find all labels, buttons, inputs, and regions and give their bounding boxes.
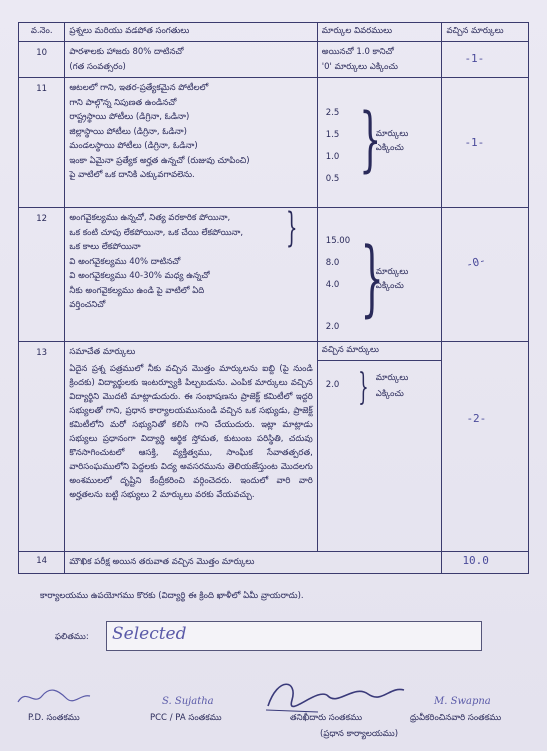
marks-line: అయినచో 1.0 కానిచో bbox=[321, 47, 394, 57]
marks-value: 0.5 bbox=[325, 174, 340, 184]
marks-value: 1.0 bbox=[325, 152, 340, 162]
awarded-marks: -1- bbox=[464, 52, 485, 65]
table-row bbox=[19, 42, 529, 78]
marks-value: 2.0 bbox=[325, 380, 340, 390]
marks-label: ఎక్కించు bbox=[375, 389, 404, 399]
row-awarded-cell bbox=[442, 208, 529, 342]
brace-icon: } bbox=[286, 205, 298, 251]
row-title: సమాచేత మార్కులు bbox=[69, 347, 136, 357]
row-line: ఒక కాలు లేకపోయినా bbox=[69, 242, 141, 252]
row-number: 12 bbox=[19, 208, 65, 342]
row-awarded-cell bbox=[442, 552, 529, 574]
row-marks bbox=[317, 342, 442, 552]
header-items: ప్రశ్నలు మరియు వడపోత సంగతులు bbox=[65, 23, 317, 42]
row-number: 14 bbox=[19, 552, 65, 574]
table-header-row bbox=[19, 23, 529, 42]
marks-label: మార్కులు bbox=[375, 129, 409, 139]
row-marks bbox=[317, 42, 442, 78]
office-use-note: కార్యాలయము ఉపయోగము కొరకు (విద్యార్థి ఈ క్రింది ఖాళీలో ఏమీ వ్రాయరాదు). bbox=[40, 591, 304, 601]
brace-icon: } bbox=[360, 231, 384, 326]
marks-value: 4.0 bbox=[325, 280, 340, 290]
marks-line: '0' మార్కులు ఎక్కించు bbox=[321, 61, 398, 72]
row-line: రాష్ట్రస్థాయి పోటీలు (డిగ్రినా, ఓడినా) bbox=[69, 112, 190, 122]
row-line: పై వాటిలో ఒక దానికి ఎక్కువగావలెను. bbox=[69, 170, 195, 180]
marks-label: మార్కులు bbox=[375, 267, 409, 277]
pcc-signature-label: PCC / PA సంతకము bbox=[150, 713, 222, 723]
marks-value: 2.0 bbox=[325, 322, 340, 332]
row-description bbox=[65, 78, 317, 208]
row-number: 13 bbox=[19, 342, 65, 552]
table-row bbox=[19, 552, 529, 574]
verifier-signature-label: ధ్రువీకరించినవారి సంతకము bbox=[410, 713, 502, 723]
row-description bbox=[65, 42, 317, 78]
row-line: ఆటలలో గాని, ఇతర-ప్రత్యేకమైన పోటీలలో bbox=[69, 83, 209, 93]
marks-label: ఎక్కించు bbox=[375, 281, 404, 291]
verifier-signature-name: M. Swapna bbox=[434, 696, 491, 707]
pd-signature-icon bbox=[14, 684, 94, 710]
row-description bbox=[65, 342, 317, 552]
row-line: ఒక కంటి చూపు లేకపోయినా, ఒక చేయి లేకపోయినా, bbox=[69, 227, 244, 238]
awarded-marks: 10.0 bbox=[462, 554, 489, 567]
table-row bbox=[19, 342, 529, 552]
row-marks bbox=[317, 78, 442, 208]
pcc-signature-name: S. Sujatha bbox=[162, 696, 214, 707]
table-row bbox=[19, 208, 529, 342]
result-label: ఫలితము: bbox=[55, 632, 89, 642]
header-marks-awarded: వచ్చిన మార్కులు bbox=[442, 23, 529, 42]
row-description bbox=[65, 552, 442, 574]
marks-label: ఎక్కించు bbox=[375, 143, 404, 153]
row-awarded-cell bbox=[442, 78, 529, 208]
row-description bbox=[65, 205, 317, 342]
header-serial-no: వ.నెం. bbox=[19, 23, 65, 42]
row-line: గాని పాల్గొన్న నిపుణత ఉండినచో bbox=[69, 97, 177, 108]
awarded-marks: -2- bbox=[466, 412, 487, 425]
marks-label: మార్కులు bbox=[375, 373, 409, 383]
marks-value: 15.00 bbox=[325, 236, 351, 246]
row-paragraph: ఏదైన ప్రశ్న పత్రములో నీకు వచ్చిన మొత్తం మార్కులను ఐబ్ది (పై నుండి క్రిందకు) విద్యార్థులకు ఇంటర్వ్యూకి పిల్చబడును. ఎంపిక మార్కులు వచ్చిన విద్యార్థిని మొదటి మాట్లాడుదురు. ఈ సంభాషణను ప్రాజెక్ట్ కమిటీలో ఇద్దరి సభ్యులతో గాని, ప్రధాన కార్యాలయమునుండి వచ్చిన ఒక సభ్యుడు, ప్రాజెక్ట్ కమిటీలోని మరో సభ్యునితో కలిసి గాని చేయుదురు. ఇట్లా మాట్లాడు సభ్యులు ప్రధానంగా విద్యార్థి ఆర్థిక స్తోమత, కుటుంబ పరిస్థితి, చదువు కొనసాగించుటలో ఆసక్తి, వ్యక్తిత్వము, సాంఘిక సేవాతత్పరత, వారిసంఘములోని పెద్దలకు విద్య అవసరమును తెలియజేస్తుంట మొదలగు అంశములలో దృష్టిని కేంద్రీకరించి వర్గించెదరు. ఇందులో వారి వారి అర్హతలను బట్టి సభ్యులు 2 మార్కులు వరకు వేయవచ్చు. bbox=[69, 363, 313, 500]
row-marks bbox=[317, 208, 442, 342]
row-line: మండలస్థాయి పోటీలు (డిగ్రినా, ఓడినా) bbox=[69, 141, 198, 151]
marks-value: 2.5 bbox=[325, 108, 340, 118]
officer-signature-label: తనిఖీదారు సంతకము bbox=[290, 713, 363, 723]
head-office-label: (ప్రధాన కార్యాలయము) bbox=[320, 729, 399, 739]
row-number: 10 bbox=[19, 42, 65, 78]
header-marks-details: మార్కుల వివరములు bbox=[317, 23, 442, 42]
marks-value: 1.5 bbox=[325, 130, 340, 140]
row-line: వి అంగవైకల్యము 40% దాటినచో bbox=[69, 256, 181, 267]
marks-subheader: వచ్చిన మార్కులు bbox=[318, 342, 442, 361]
row-awarded-cell bbox=[442, 42, 529, 78]
table-row bbox=[19, 78, 529, 208]
awarded-marks: -1- bbox=[464, 136, 485, 149]
brace-icon: } bbox=[358, 98, 382, 180]
row-line: పారశాలకు హాజరు 80% దాటినచో bbox=[69, 47, 184, 57]
pd-signature-label: P.D. సంతకము bbox=[28, 713, 80, 723]
row-line: వి అంగవైకల్యము 40-30% మధ్య ఉన్నచో bbox=[69, 271, 210, 281]
marks-table bbox=[18, 22, 529, 574]
row-line: మౌఖిక పరీక్ష అయిన తరువాత వచ్చిన మొత్తం మార్కులు bbox=[69, 557, 255, 567]
brace-icon: } bbox=[358, 367, 369, 408]
awarded-marks: -0- bbox=[465, 253, 488, 272]
marks-value: 8.0 bbox=[325, 258, 340, 268]
row-awarded-cell bbox=[442, 342, 529, 552]
officer-signature-icon bbox=[258, 676, 408, 716]
row-line: వర్తించనిచో bbox=[69, 300, 106, 310]
row-number: 11 bbox=[19, 78, 65, 208]
result-value: Selected bbox=[112, 624, 187, 644]
row-line: అంగవైకల్యము ఉన్నచో, నిత్య వరకారిక పోయినా, bbox=[69, 213, 231, 223]
row-line: ఇంకా ఏమైనా ప్రత్యేక అర్హత ఉన్నచో (రుజువు చూపించి) bbox=[69, 155, 250, 166]
row-line: జిల్లాస్థాయి పోటీలు (డిగ్రినా, ఓడినా) bbox=[69, 126, 187, 137]
row-line: నీకు అంగవైకల్యము ఉండి పై వాటిలో ఏది bbox=[69, 285, 205, 296]
row-line: (గత సంవత్సరం) bbox=[69, 61, 126, 72]
